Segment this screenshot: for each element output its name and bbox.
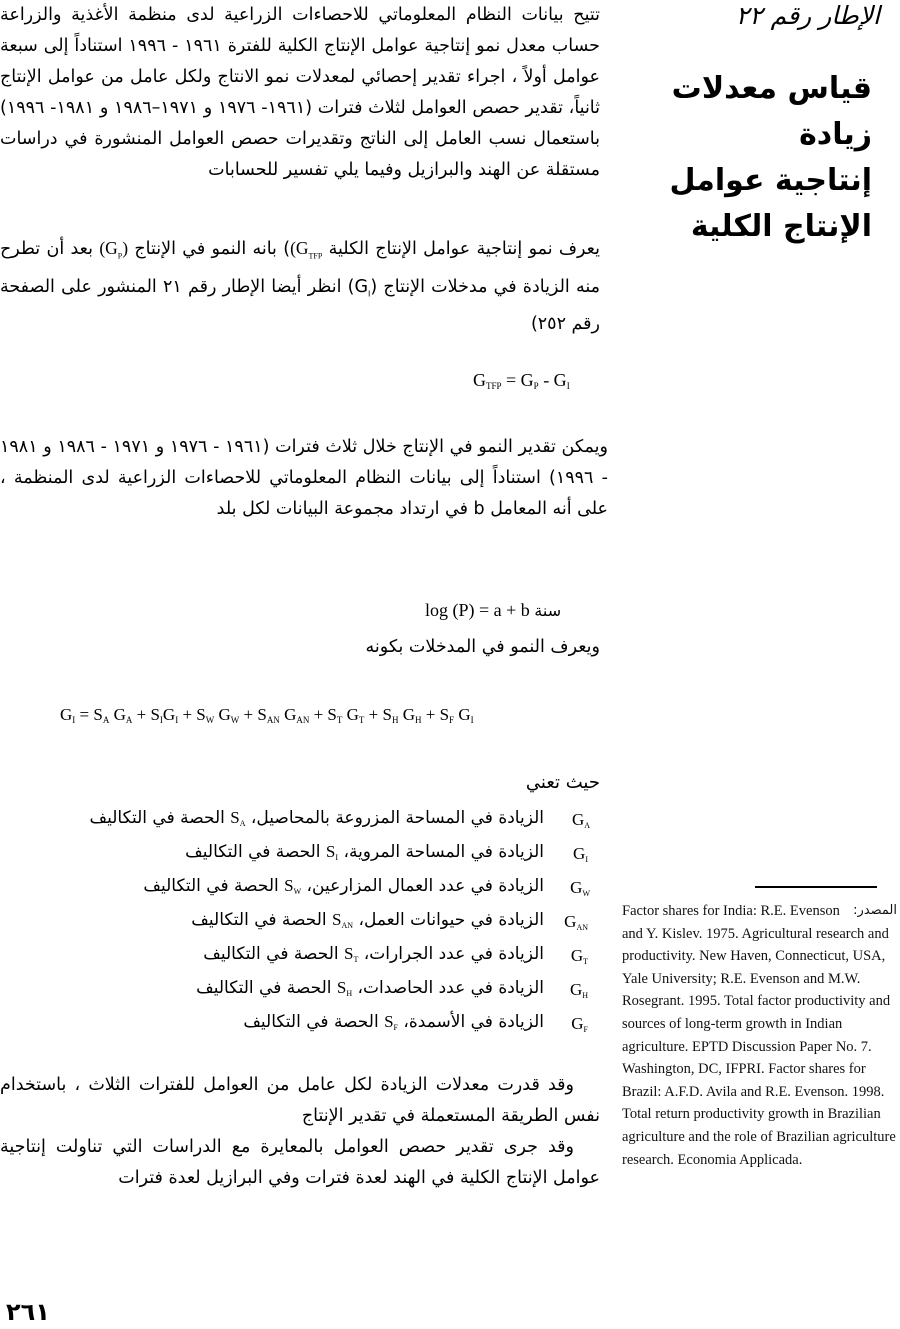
eq3-symbol: G [454,705,471,724]
definition-share-letter: S [284,876,294,895]
definition-symbol-sub: AN [576,923,588,932]
eq3-subscript: I [175,715,179,725]
p2-symbol-sub: P [117,251,123,261]
eq3-subscript: I [470,715,474,725]
definition-symbol-letter: G [571,1014,584,1033]
definition-symbol [573,844,588,864]
source-label: المصدر: [853,903,897,918]
eq3-term [422,705,474,724]
definition-share-text: الحصة في التكاليف [191,910,333,930]
equation-input-growth [60,705,474,725]
source-text: Factor shares for India: R.E. Evenson and Y. Kislev. 1975. Agricultural research and productivity. New Haven, Connecticut, USA, Yale University; R.E. Evenson and M.W. Rosegrant. 1995. Total factor productivity and sources of long-term growth in Indian agriculture. EPTD Discussion Paper No. 7. Washington, DC, IFPRI. Factor shares for Brazil: A.F.D. Avila and R.E. Evenson. 1998. Total return productivity growth in Brazilian agriculture and the role of Brazilian agriculture research. Economia Applicada. [622,903,896,1168]
definition-symbol-sub: T [583,957,588,966]
eq3-symbol: G [162,705,176,724]
definition-symbol [572,810,590,830]
eq1-mid: = G [501,370,534,390]
definition-symbol-letter: G [573,844,586,863]
definition-row [28,942,588,972]
eq3-subscript: W [205,715,215,725]
eq1-lhs: G [473,370,486,390]
page-number: ٢٦١ [6,1298,50,1326]
definition-share-symbol [337,978,352,997]
eq3-subscript: F [449,715,455,725]
eq3-subscript: AN [296,715,310,725]
definition-symbol-sub: W [582,889,590,898]
definition-row [28,908,588,938]
paragraph-intro-text: تتيح بيانات النظام المعلوماتي للاحصاءات الزراعية لدى منظمة الأغذية والزراعة حساب معدل نمو إنتاجية عوامل الإنتاج الكلية للفترة ١٩٦١ - ١٩٩٦ استناداً إلى سبعة عوامل أولاً ، اجراء تقدير إحصائي لمعدلات نمو الانتاج ولكل عامل من عوامل الإنتاج ثانياً، تقدير حصص العوامل لثلاث فترات (١٩٦١- ١٩٧٦ و ١٩٧١–١٩٨٦ و ١٩٨١- ١٩٩٦) باستعمال نسب العامل إلى الناتج وتقديرات حصص العوامل المنشورة في دراسات مستقلة عن الهند والبرازيل وفيما يلي تفسير للحسابات [0,5,601,180]
eq3-term [132,705,178,724]
definition-share-letter: S [332,910,342,929]
definition-text [191,910,544,930]
definition-share-sub: T [353,955,359,964]
eq3-symbol: G [109,705,126,724]
definition-symbol-sub: F [583,1025,588,1034]
definition-share-text: الحصة في التكاليف [196,978,337,998]
definition-row [30,806,590,836]
definition-share-symbol [384,1012,398,1031]
definition-share-letter: S [230,808,240,827]
definition-share-symbol [332,910,353,929]
definition-symbol-letter: G [571,810,585,829]
equation-log-regression [425,600,561,621]
definition-share-letter: S [325,842,336,861]
p2-symbol-text: (G [290,238,309,258]
paragraph-factor-shares [0,1132,600,1194]
box-title-line: إنتاجية عوامل [669,163,872,198]
eq3-symbol: + S [178,705,206,724]
p2-symbol-gtfp [290,238,323,261]
eq3-term [178,705,239,724]
definition-share-sub: W [293,887,302,896]
definition-symbol-sub: I [585,855,588,864]
p2-symbol-text: (G [99,238,118,258]
paragraph-definition [0,233,600,340]
definition-meaning: الزيادة في عدد الجرارات، [358,944,544,964]
eq3-symbol: + S [239,705,267,724]
paragraph-output-growth-text: ويمكن تقدير النمو في الإنتاج خلال ثلاث فترات (١٩٦١ - ١٩٧٦ و ١٩٧١ - ١٩٨٦ و ١٩٨١ - ١٩٩٦) استناداً إلى بيانات النظام المعلوماتي للاحصاءات الزراعية لدى المنظمة ، على أنه المعامل b في ارتداد مجموعة البيانات لكل بلد [0,437,608,519]
definition-symbol [564,912,588,932]
equation-gtfp [473,370,570,391]
definition-text [185,842,544,862]
eq2-formula: log (P) = a + b [425,600,530,620]
definition-symbol-letter: G [569,980,583,999]
definition-text [243,1012,544,1032]
definition-meaning: الزيادة في الأسمدة، [398,1012,544,1032]
eq3-symbol: G [214,705,231,724]
eq3-term [309,705,364,724]
eq1-lhs-sub: TFP [486,381,502,391]
definition-share-text: الحصة في التكاليف [143,876,285,896]
definition-share-text: الحصة في التكاليف [243,1012,385,1032]
definition-symbol [571,1014,588,1034]
eq3-subscript: AN [266,715,280,725]
eq3-symbol: = S [75,705,103,724]
eq2-word: سنة [534,601,562,620]
where-title: حيث تعني [525,772,600,793]
eq3-symbol: G [279,705,297,724]
eq3-subscript: A [125,715,133,725]
p2-part-c: بعد أن تطرح منه الزيادة في مدخلات الإنتاج (G [0,239,601,297]
definition-share-sub: A [239,819,246,828]
eq3-subscript: H [391,715,399,725]
eq3-subscript: T [358,715,365,725]
p2-symbol-sub: I [368,289,371,298]
source-divider [755,886,877,888]
definition-symbol-sub: H [582,991,588,1000]
definition-share-symbol [230,808,245,827]
definition-share-letter: S [384,1012,394,1031]
p2-symbol-sub: TFP [308,251,323,261]
definition-share-symbol [344,944,358,963]
box-number-label: الإطار رقم ٢٢ [735,1,880,30]
p2-part-a: يعرف نمو إنتاجية عوامل الإنتاج الكلية [328,239,600,259]
definition-share-sub: I [335,853,339,862]
eq3-subscript: I [159,715,163,725]
eq3-symbol: G [342,705,359,724]
paragraph-factor-shares-text: وقد جرى تقدير حصص العوامل بالمعايرة مع الدراسات التي تناولت إنتاجية عوامل الإنتاج الكلية في الهند لعدة فترات وفي البرازيل لعدة فترات [0,1137,600,1188]
definition-share-text: الحصة في التكاليف [89,808,231,828]
definition-text [90,808,544,828]
eq3-subscript: T [336,715,343,725]
eq1-mid-sub: P [533,381,539,391]
definition-share-text: الحصة في التكاليف [185,842,326,862]
box-title-line: قياس معدلات زيادة [671,71,872,152]
definition-symbol-sub: A [584,821,590,830]
definition-symbol [571,946,588,966]
definition-share-letter: S [336,978,347,997]
definition-symbol [570,878,590,898]
definition-row [30,874,590,904]
definition-share-symbol [326,842,338,861]
eq1-rhs-sub: I [566,381,570,391]
eq3-subscript: H [415,715,422,725]
paragraph-factor-rates-text: وقد قدرت معدلات الزيادة لكل عامل من العوامل للفترات الثلاث ، باستخدام نفس الطريقة المستعملة في تقدير الإنتاج [0,1075,600,1126]
definition-text [196,978,544,998]
eq3-term [364,705,421,724]
paragraph-input-growth: ويعرف النمو في المدخلات بكونه [365,637,600,657]
eq3-symbol: + S [309,705,337,724]
definition-meaning: الزيادة في عدد الحاصدات، [352,978,544,998]
box-title [612,66,872,250]
definition-symbol [570,980,588,1000]
definition-symbol-letter: G [570,946,584,965]
eq3-symbol: + S [421,705,450,724]
definition-share-sub: H [346,989,353,998]
paragraph-factor-rates [0,1070,600,1132]
definition-share-text: الحصة في التكاليف [203,944,345,964]
definition-meaning: الزيادة في حيوانات العمل، [353,910,544,930]
eq3-term [239,705,309,724]
eq3-symbol: G [398,705,415,724]
definition-symbol-letter: G [570,878,583,897]
box-title-line: الإنتاج الكلية [690,209,872,244]
definition-symbol-letter: G [564,912,577,931]
definition-share-letter: S [344,944,354,963]
definition-share-symbol [284,876,301,895]
paragraph-intro [0,0,600,186]
eq3-subscript: I [72,715,76,725]
definition-row [28,976,588,1006]
eq3-subscript: A [102,715,110,725]
definition-meaning: الزيادة في المساحة المروية، [338,842,544,862]
definition-text [203,944,544,964]
definition-share-sub: AN [341,921,354,930]
definition-share-sub: F [393,1023,398,1032]
p2-symbol-close: ) [122,238,129,258]
definition-text [143,876,544,896]
source-note [622,900,897,1171]
eq3-symbol: + S [364,705,392,724]
eq1-rhs: - G [538,370,567,390]
eq3-subscript: W [230,715,240,725]
p2-part-d: ) انظر أيضا الإطار رقم ٢١ المنشور على الصفحة رقم ٢٥٢) [0,276,600,334]
definition-row [28,1010,588,1040]
eq3-symbol: G [60,705,73,724]
definition-row [28,840,588,870]
definition-meaning: الزيادة في المساحة المزروعة بالمحاصيل، [245,808,544,828]
eq3-symbol: + S [132,705,160,724]
paragraph-output-growth [0,432,608,525]
p2-symbol-gp [99,238,129,261]
eq3-term [60,705,132,724]
definition-meaning: الزيادة في عدد العمال المزارعين، [301,876,544,896]
p2-part-b: ) بانه النمو في الإنتاج [134,239,291,259]
